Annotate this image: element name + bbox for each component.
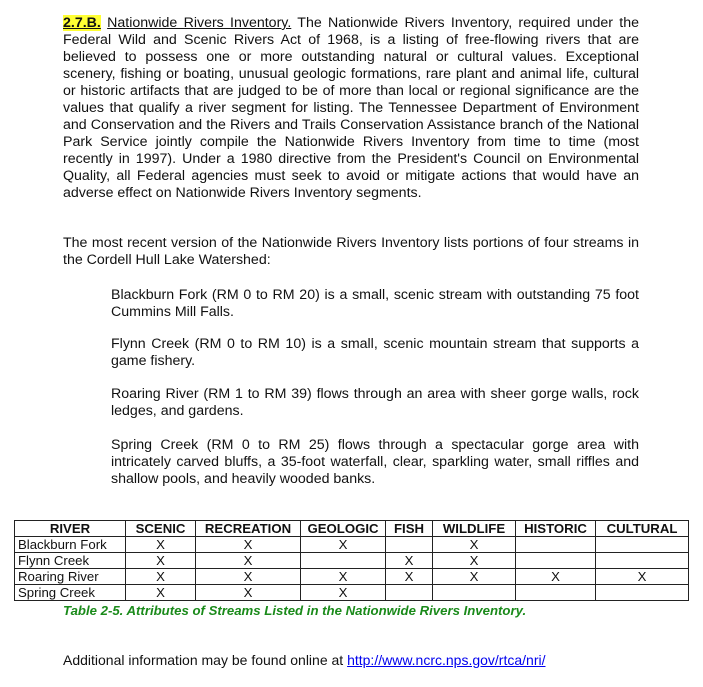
- footer-note: [63, 652, 545, 668]
- table-cell: Blackburn Fork: [15, 537, 126, 553]
- table-cell: X: [126, 553, 196, 569]
- column-header-fish: FISH: [386, 521, 433, 537]
- column-header-wildlife: WILDLIFE: [433, 521, 516, 537]
- footer-text: Additional information may be found online at: [63, 652, 348, 668]
- table-cell: X: [301, 569, 386, 585]
- column-header-scenic: SCENIC: [126, 521, 196, 537]
- column-header-cultural: CULTURAL: [596, 521, 689, 537]
- stream-item-spring-creek: Spring Creek (RM 0 to RM 25) flows through a spectacular gorge area with intricately carved bluffs, a 35-foot waterfall, clear, sparkling water, small riffles and shallow pools, and heavily wooded banks.: [111, 437, 639, 487]
- table-cell: X: [386, 569, 433, 585]
- column-header-geologic: GEOLOGIC: [301, 521, 386, 537]
- table-cell: X: [433, 569, 516, 585]
- table-cell: X: [596, 569, 689, 585]
- table-header-row: [15, 521, 689, 537]
- list-intro: The most recent version of the Nationwide Rivers Inventory lists portions of four streams in the Cordell Hull Lake Watershed:: [63, 235, 639, 268]
- table-cell: [516, 553, 596, 569]
- table-cell: [386, 537, 433, 553]
- attributes-table: [14, 520, 689, 601]
- table-cell: Spring Creek: [15, 585, 126, 601]
- column-header-river: RIVER: [15, 521, 126, 537]
- table-cell: [516, 537, 596, 553]
- table-caption: Table 2-5. Attributes of Streams Listed in the Nationwide Rivers Inventory.: [63, 603, 527, 618]
- section-title: Nationwide Rivers Inventory.: [107, 15, 292, 31]
- section-paragraph: [63, 15, 639, 202]
- table-cell: [596, 585, 689, 601]
- table-cell: X: [301, 537, 386, 553]
- column-header-historic: HISTORIC: [516, 521, 596, 537]
- table-cell: [516, 585, 596, 601]
- table-cell: X: [516, 569, 596, 585]
- table-cell: X: [126, 537, 196, 553]
- section-number: 2.7.B.: [63, 15, 101, 31]
- column-header-recreation: RECREATION: [196, 521, 301, 537]
- section-intro-text: The Nationwide Rivers Inventory, required under the Federal Wild and Scenic Rivers Act of 1968, is a listing of free-flowing rivers that are believed to possess one or more outstanding natural or cultural values. Exceptional scenery, fishing or boating, unusual geologic formations, rare plant and animal life, cultural or historic artifacts that are judged to be of more than local or regional significance are the values that qualify a river segment for listing. The Tennessee Department of Environment and Conservation and the Rivers and Trails Conservation Assistance branch of the National Park Service jointly compile the Nationwide Rivers Inventory from time to time (most recently in 1997). Under a 1980 directive from the President's Council on Environmental Quality, all Federal agencies must seek to avoid or mitigate actions that would have an adverse effect on Nationwide Rivers Inventory segments.: [63, 15, 639, 201]
- table-row: [15, 553, 689, 569]
- table-row: [15, 569, 689, 585]
- table-cell: Roaring River: [15, 569, 126, 585]
- table-cell: [386, 585, 433, 601]
- table-cell: X: [196, 553, 301, 569]
- table-cell: X: [386, 553, 433, 569]
- stream-item-blackburn-fork: Blackburn Fork (RM 0 to RM 20) is a small, scenic stream with outstanding 75 foot Cummins Mill Falls.: [111, 287, 639, 320]
- table-cell: X: [433, 553, 516, 569]
- table-cell: X: [196, 537, 301, 553]
- nri-link[interactable]: http://www.ncrc.nps.gov/rtca/nri/: [347, 652, 546, 668]
- table-cell: X: [126, 585, 196, 601]
- table-cell: X: [196, 569, 301, 585]
- table-cell: Flynn Creek: [15, 553, 126, 569]
- table-cell: X: [433, 537, 516, 553]
- table-cell: X: [196, 585, 301, 601]
- table-cell: [301, 553, 386, 569]
- stream-item-flynn-creek: Flynn Creek (RM 0 to RM 10) is a small, scenic mountain stream that supports a game fishery.: [111, 336, 639, 369]
- table-cell: [596, 537, 689, 553]
- table-row: [15, 537, 689, 553]
- stream-item-roaring-river: Roaring River (RM 1 to RM 39) flows through an area with sheer gorge walls, rock ledges, and gardens.: [111, 386, 639, 419]
- table-cell: [596, 553, 689, 569]
- table-row: [15, 585, 689, 601]
- table-cell: X: [126, 569, 196, 585]
- table-cell: [433, 585, 516, 601]
- table-cell: X: [301, 585, 386, 601]
